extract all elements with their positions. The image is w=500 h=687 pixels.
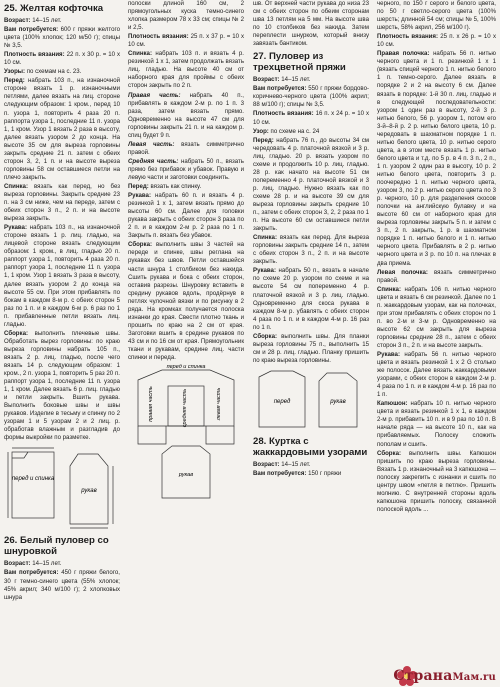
right-part-26: Правая часть: набрать 40 п., прибавлять в каждом 2-м р. по 1 п. 3 раза, затем вязать прямо. Одновременно на высоте 47 см для горловины закрыть 21 п. и на каждом р. спиц будет 9 п. — [128, 91, 244, 139]
diagram-label-middle: средняя часть — [182, 388, 188, 428]
column-2 — [128, 0, 244, 687]
pattern-diagram-27 — [253, 367, 369, 433]
age-26: Возраст: 14–15 лет. — [4, 560, 62, 568]
assembly-28: Сборка: выполнить швы. Капюшон пришить по краю выреза горловины. Вязать 1 р. изнаночный на 3 капюшона — полоску закрепить с изнанки и сшить по центру швом «петля в петлю». Пришить молнию. С внутренней стороны вдоль капюшона пришить полоску, связанной полоской вдоль ... — [377, 449, 496, 513]
diagram-label-front-back-26: перед и спинка — [166, 364, 206, 371]
back-25: Спинка: вязать как перед, но без выреза горловины. Закрыть средние 23 п. на 3 см ниже, чем на переде, затем с обеих сторон 3 п., 2 п. и на высоте выреза закрыть. — [4, 182, 120, 223]
patterns-25: Узоры: по схемам на с. 23. — [4, 68, 82, 76]
back-26: Спинка: набрать 103 п. и вязать 4 р. резинкой 1 х 1, затем продолжать вязать лиц. гладью. На высоте 40 см от наборного края для проймы с обеих сторон закрыть по 2 п. — [128, 50, 244, 90]
middle-part-26: Средняя часть: набрать 50 п., вязать прямо без прибавок и убавок. Правую и левую части и заготовки соединить. — [128, 157, 244, 181]
right-panel-28: Правая полочка: набрать 56 п. нитью черного цвета и 1 п. резинкой 1 х 1 (вязать спицей черного 1 п. нитью белого 1 п. темно-серого. Далее вязать в порядке 2 и 2 на высоту 6 см. Далее вязать в порядке: 1-й 30 п. лиц. гладью и в следующей последовательности: узором 1 один раз в высоту, 2-й 3 р. нитью белого, 56 р. узором 1, потом его 3-й–8-й р. 2 р. нитью белого цвета, 10 р. чередовать в шахматном порядке 1 п. нитью белого цвета, 10 р. нитью серого цвета, а в этом месте вязать 1 р. нитью белого цвета и т.д. по 5 р. в 4 п. 3 п., 2 п., 1 п. узором 2 один раз в высоту, 10 р. 2 нитью белого цвета, повторить 3 р. поочередно 1 п. нитью черного цвета, узором 3, по 2 р. нитью серого цвета по 3 р. черного, 10 р. для разделения скосов полочки на английскую булавку и на высоте 60 см от наборного края для выреза горловины закрыть 5 п. и затем с 3 п., 2 п. закрыть, 1 р. в шахматном порядке 1 п. нитью белого и 1 п. нитью черного цвета. Прибавлять в 2 р. нитью черного цвета и 3 р. по 10 п. на плечах в два приема. — [377, 50, 496, 267]
diagram-label-front-back: перед и спинка — [11, 476, 55, 483]
diagram-label-right: правая часть — [148, 386, 154, 422]
sleeves-27: Рукава: набрать 50 п., вязать в начале по схеме 20 р. узором по схеме и на высоте 54 см попеременно 4 р. платочной вязкой и 3 р. лиц. гладью. Одновременно для скоса рукава в каждом 8-м р. убавлять с обеих сторон 4 раза по 1 п. и в каждом 4-м р. 16 раз по 1 п. — [253, 267, 369, 331]
hood-28: Капюшон: набрать 10 п. нитью черного цвета и вязать резинкой 1 х 1, в каждом 2-м р. прибавить 10 п. и в 9 раз по 10 п. В начале ряда — на высоте 10 п., как на прибавляемых. Полоску сложить пополам и сшить. — [377, 400, 496, 448]
diagram-label-left: левая часть — [216, 387, 222, 421]
watermark-sub: Мам.ru — [452, 672, 496, 683]
diagram-label-front-27: перед — [273, 398, 291, 405]
column-1 — [4, 0, 120, 687]
front-25: Перед: набрать 103 п., на изнаночной стороне вязать 1 р. изнаночными петлями, далее вязать на лиц. стороне следующим образом: 1 кром., перед 10 п. узора 1, повторить 4 раза 20 п. раппорта узора 1, последние 11 п. узора 1, 1 кром. Узор 1 вязать 2 раза в высоту, далее вязать узором 2 до конца. На высоте 35 см для выреза горловины закрыть средние 21 п. затем с обеих сторон 3, 2, 1 п. и на высоте выреза горловины 58 см оставшиеся петли на плечо закрыть. — [4, 77, 120, 181]
age-27: Возраст: 14–15 лет. — [253, 76, 311, 84]
density-25: Плотность вязания: 22 п. х 30 р. = 10 х 10 см. — [4, 51, 120, 67]
materials-28: Вам потребуется: 150 г пряжи — [253, 469, 342, 477]
pattern-diagram-26 — [128, 364, 244, 504]
materials-26-cont: полоски длиной 160 см, 2 прямоугольных куска темно-синего хлопка размером 78 х 33 см; спицы № 2 и 2,5. — [128, 0, 244, 32]
age-25: Возраст: 14–15 лет. — [4, 17, 62, 24]
density-26: Плотность вязания: 25 п. х 37 р. = 10 х 10 см. — [128, 33, 244, 49]
diagram-label-sleeve-27: рукав — [330, 398, 346, 405]
materials-27: Вам потребуется: 550 г пряжи бордово-коричнево-черного цвета (100% акрил; 88 м/100 г); спицы № 3,5. — [253, 85, 369, 109]
assembly-25: Сборка: выполнить плечевые швы. Обработать вырез горловины: по краю выреза горловины набрать 105 п., вязать 2 р. лиц. гладью, после чего вязать 14 р. следующим образом: 1 кром., 2 п. узора 1, повторить 5 раз 20 п. раппорт узора 1, последние 11 п. узора 1, 1 кром. Далее вязать 6 р. лиц. гладью и петли закрыть. Вшить рукава. Выполнить боковые швы и швы рукавов. Изделие в тесьму и спинку по 2 узорам 1 и 5 узорам 2 и 2 лиц. р. обработав влажным и разгладив до формы выкройки по разметке. — [4, 329, 120, 442]
front-27: Перед: набрать 76 п., до высоты 34 см чередовать 4 р. платочной вязкой и 3 р. лиц. гладью. 20 р. вязать узором по схеме и продолжить 10 р. лиц. гладью. 28 р. как начато на высоте 51 см попеременно 4 р. платочной вязкой и 3 р. лиц. гладью. Нужно вязать как по схеме 28 р. и на высоте 39 см для выреза горловины закрыть средние 10 п., затем с обеих сторон 3, 2, 2 раза по 1 п. На высоте 60 см оставшиеся петли закрыть. — [253, 136, 369, 233]
pattern-27: Узор: по схеме на с. 24 — [253, 127, 320, 135]
left-part-26: Левая часть: вязать симметрично правой. — [128, 140, 244, 156]
assembly-26: Сборка: выполнить швы 3 частей на переде и спинке, швы реглана на рукавах без швов. Петли оставшейся части шнура 1 столбиком без накида. Сшить рукава и бока с обеих сторон, оставив разрезы. Шнуровку вставить в средину рукавов вдоль, продёрнув в петлях чулочной вязки и по рисунку в 2 ряда. На кромках получается полоска изнанки до края. Свести плотно ткань и прошить по краю на 2 см от края. Заготовки вшить в средине рукавов по 43 см и по 16 см от края. Прямоугольник ткани и рукавам, средине лиц. части спинки и переда. — [128, 241, 244, 362]
diagram-label-sleeve-26: рукав — [178, 472, 194, 479]
column-3 — [253, 0, 369, 687]
density-27: Плотность вязания: 16 п. х 24 р. = 10 х 10 см. — [253, 110, 369, 126]
assembly-26-cont: шв. От верхней части рукава до низа 23 см с обеих сторон по обеим сторонам шва 13 петлям на 5 мм. На высоте шва по 10 столбиков без накида. Затем переплести шнурком, который внизу завязать бантиком. — [253, 0, 369, 48]
back-28: Спинка: набрать 106 п. нитью черного цвета и вязать 6 см резинкой. Далее по 1 п. жаккардовым узорам, как на полочках, при этом прибавлять с обеих сторон по 1 п. во 2-м и 3-м р. Одновременно на высоте 62 см закрыть для выреза горловины средние 28 п., затем с обеих сторон 3 п., 2 п. и на высоте закрыть. — [377, 285, 496, 349]
heading-28: 28. Куртка с жаккардовыми узорами — [253, 435, 368, 458]
density-28: Плотность вязания: 25 п. х 26 р. = 10 х 10 см. — [377, 33, 496, 49]
watermark-logo — [393, 668, 496, 684]
heading-25: 25. Желтая кофточка — [4, 3, 104, 14]
sleeves-26: Рукава: набрать 60 п. и вязать 4 р. резинкой 1 х 1, затем вязать прямо до высоты 60 см. Далее для головки рукава закрыть с обеих сторон 3 раза по 2 п. и в каждом 2-м р. 2 раза по 1 п. Закрыть п. вязать без убавок. — [128, 192, 244, 240]
heading-27: 27. Пуловер из трехцветной пряжи — [253, 51, 346, 74]
pattern-diagram-25 — [4, 444, 120, 532]
diagram-label-sleeve: рукав — [81, 488, 97, 495]
materials-25: Вам потребуется: 600 г пряжи желтого цвета (100% хлопок; 120 м/50 г); спицы № 3,5. — [4, 26, 120, 50]
column-4 — [377, 0, 496, 687]
assembly-27: Сборка: выполнить швы. Для планки выреза горловины 75 п., выполнить 15 см и 28 р. лиц. гладью. Планку пришить по краю выреза горловины. — [253, 332, 369, 364]
watermark-main: Страна — [393, 668, 453, 684]
materials-28-cont: черного, по 150 г серого и белого цвета, по 50 г светло-серого цвета (100% шерсть; длинной 54 см; спицы № 5, 100% шерсть, 58% акрил, 256 м/100 г). — [377, 0, 496, 32]
back-27: Спинка: вязать как перед. Для выреза горловины закрыть средние 14 п., затем с обеих сторон 3 п., 2 п. и на высоте закрыть. — [253, 234, 369, 266]
heading-26: 26. Белый пуловер со шнуровкой — [4, 535, 109, 558]
sleeves-28: Рукава: набрать 56 п. нитью черного цвета и вязать резинкой 1 х 2 G столько же полосок. Далее вязать жаккардовыми узорами, с обеих сторон в каждом 2-м р. 4 раза по 1 п. и в каждом 4-м р. 16 раз по 1 п. — [377, 351, 496, 399]
left-panel-28: Левая полочка: вязать симметрично правой. — [377, 268, 496, 284]
age-28: Возраст: 14–15 лет. — [253, 460, 311, 468]
sleeves-25: Рукава: набрать 103 п., на изнаночной стороне вязать 1 р. лиц. гладью, на лицевой стороне вязать следующим образом: 1 кром., в лиц. гладью 20 п. раппорт узора 1, повторить 4 раза 20 п. раппорт узора 1, последние 11 п. узора 1, 1 кром. Узор 1 вязать 3 раза в высоту, далее вязать узором 2 до конца на высоте 55 см. При этом прибавлять по бокам в каждом 8-м р. с обеих сторон 5 раз по 1 п. и в каждом 6-м р. 6 раз по 1 п. прибавленные петли вязать лиц. гладью. — [4, 224, 120, 328]
materials-26: Вам потребуется: 450 г пряжи белого, 30 г темно-синего цвета (55% хлопок; 45% акрил; 340 м/100 г); 2 хлопковых шнура — [4, 569, 120, 601]
front-26: Перед: вязать как спинку. — [128, 183, 202, 191]
